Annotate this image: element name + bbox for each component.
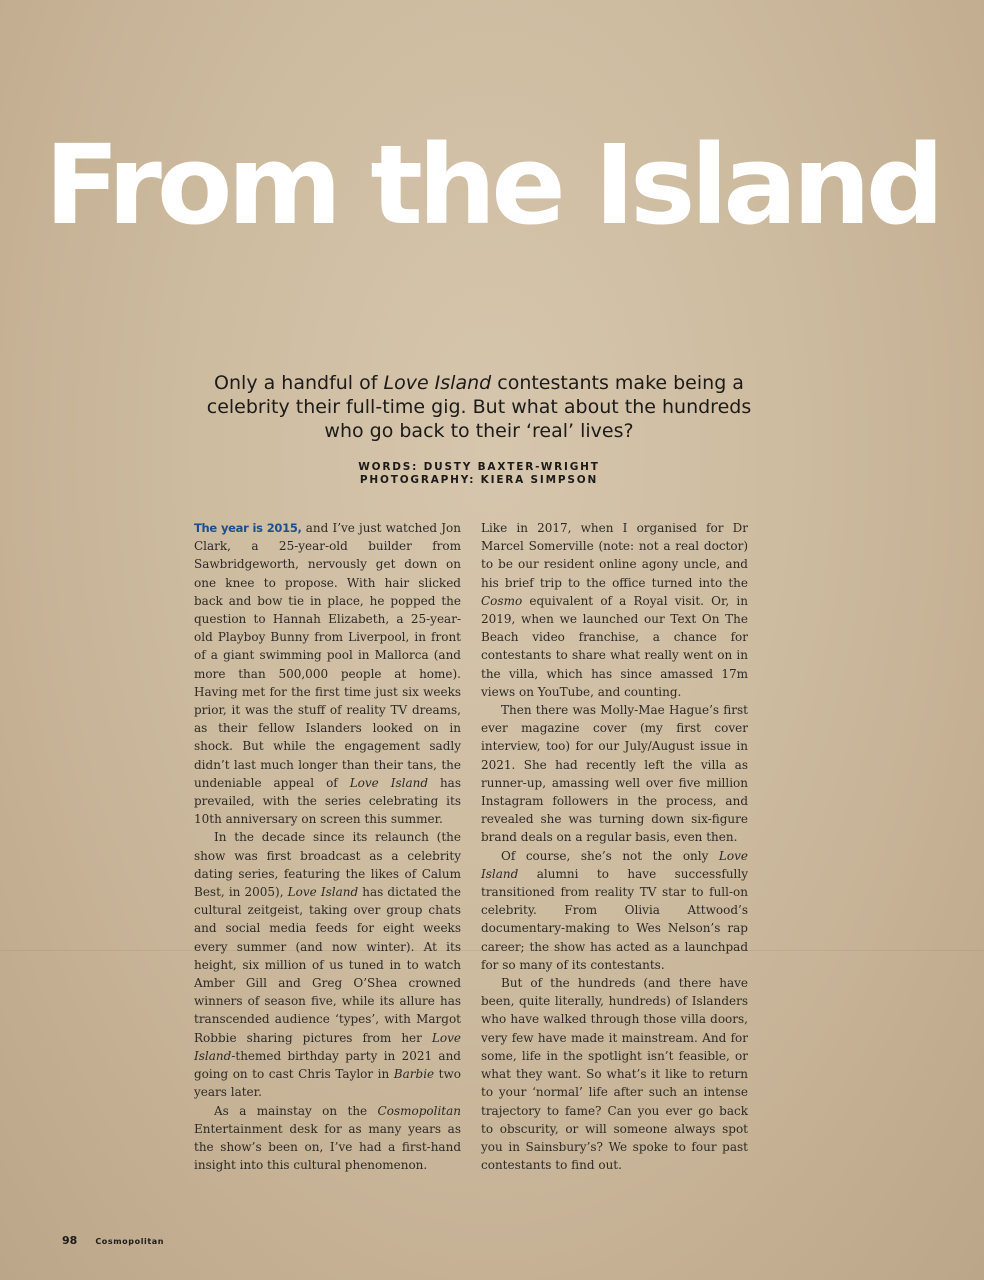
body-italic: Love Island	[481, 848, 748, 881]
body-text: has dictated the cultural zeitgeist, taking over group chats and social media feeds for eight weeks every summer (and now winter). At its height, six million of us tuned in to watch Amber Gill and Greg O’Shea crowned winners of season five, while its allure has transcended audience ‘types’, with Margot Robbie sharing pictures from her	[194, 885, 461, 1045]
body-text: alumni to have successfully transitioned from reality TV star to full-on celebrity. From Olivia Attwood’s documentary-making to Wes Nelson’s rap career; the show has acted as a launchpad for so many of its contestants.	[481, 866, 748, 972]
body-italic: Cosmopolitan	[377, 1103, 461, 1118]
standfirst	[190, 371, 768, 443]
body-text: two years later.	[194, 1067, 461, 1100]
standfirst-text-b: contestants make being a celebrity their full-time gig. But what about the hundreds who go back to their ‘real’ lives?	[206, 372, 752, 442]
magazine-name: Cosmopolitan	[95, 1237, 165, 1246]
body-italic: Cosmo	[481, 593, 523, 608]
body-text: Like in 2017, when I organised for Dr Marcel Somerville (note: not a real doctor) to be our resident online agony uncle, and his brief trip to the office turned into the	[481, 521, 748, 590]
standfirst-show-title: Love Island	[383, 372, 492, 394]
body-paragraph-3	[194, 1102, 461, 1175]
body-italic: Love Island	[349, 775, 429, 790]
body-text: equivalent of a Royal visit. Or, in 2019, when we launched our Text On The Beach video franchise, a chance for contestants to share what really went on in the villa, which has since amassed 17m views on YouTube, and counting.	[481, 593, 748, 699]
body-column-left	[194, 519, 461, 1174]
body-text: -themed birthday party in 2021 and going on to cast Chris Taylor in	[194, 1048, 461, 1082]
body-text: has prevailed, with the series celebrating its 10th anniversary on screen this summer.	[194, 775, 461, 827]
page-footer	[62, 1229, 164, 1248]
body-italic: Barbie	[393, 1067, 435, 1082]
byline	[280, 461, 678, 486]
body-paragraph-5: Then there was Molly-Mae Hague’s first ever magazine cover (my first cover interview, too) for our July/August issue in 2021. She had recently left the villa as runner-up, amassing well over five million Instagram followers in the process, and revealed she was turning down six-figure brand deals on a regular basis, even then.	[481, 703, 748, 845]
body-paragraph-1	[194, 519, 461, 828]
byline-words: WORDS: DUSTY BAXTER-WRIGHT	[358, 461, 600, 473]
standfirst-text-a: Only a handful of	[214, 372, 384, 394]
body-text: Of course, she’s not the only	[501, 848, 719, 863]
body-paragraph-6	[481, 847, 748, 974]
body-paragraph-2	[194, 828, 461, 1101]
body-italic: Love Island	[287, 885, 359, 900]
body-paragraph-7: But of the hundreds (and there have been, quite literally, hundreds) of Islanders who have walked through those villa doors, very few have made it mainstream. And for some, life in the spotlight isn’t feasible, or what they want. So what’s it like to return to your ‘normal’ life after such an intense trajectory to fame? Can you ever go back to obscurity, or will someone always spot you in Sainsbury’s? We spoke to four past contestants to find out.	[481, 976, 748, 1173]
body-text: Entertainment desk for as many years as the show’s been on, I’ve had a first-hand insight into this cultural phenomenon.	[194, 1121, 461, 1173]
body-paragraph-4	[481, 519, 748, 701]
body-italic: Love Island	[194, 1030, 461, 1063]
body-text: and I’ve just watched Jon Clark, a 25-year-old builder from Sawbridgeworth, nervously get down on one knee to propose. With hair slicked back and bow tie in place, he popped the question to Hannah Elizabeth, a 25-year-old Playboy Bunny from Liverpool, in front of a giant swimming pool in Mallorca (and more than 500,000 people at home). Having met for the first time just six weeks prior, it was the stuff of reality TV dreams, as their fellow Islanders looked on in shock. But while the engagement sadly didn’t last much longer than their tans, the undeniable appeal of	[194, 521, 462, 790]
body-column-right	[481, 519, 748, 1174]
body-text: In the decade since its relaunch (the show was first broadcast as a celebrity dating series, featuring the likes of Calum Best, in 2005),	[194, 830, 461, 900]
lead-in: The year is 2015,	[194, 521, 302, 535]
page-title: From the Island	[44, 121, 940, 249]
body-text: As a mainstay on the	[214, 1103, 378, 1118]
byline-photography: PHOTOGRAPHY: KIERA SIMPSON	[359, 473, 599, 486]
page-number: 98	[62, 1234, 78, 1247]
